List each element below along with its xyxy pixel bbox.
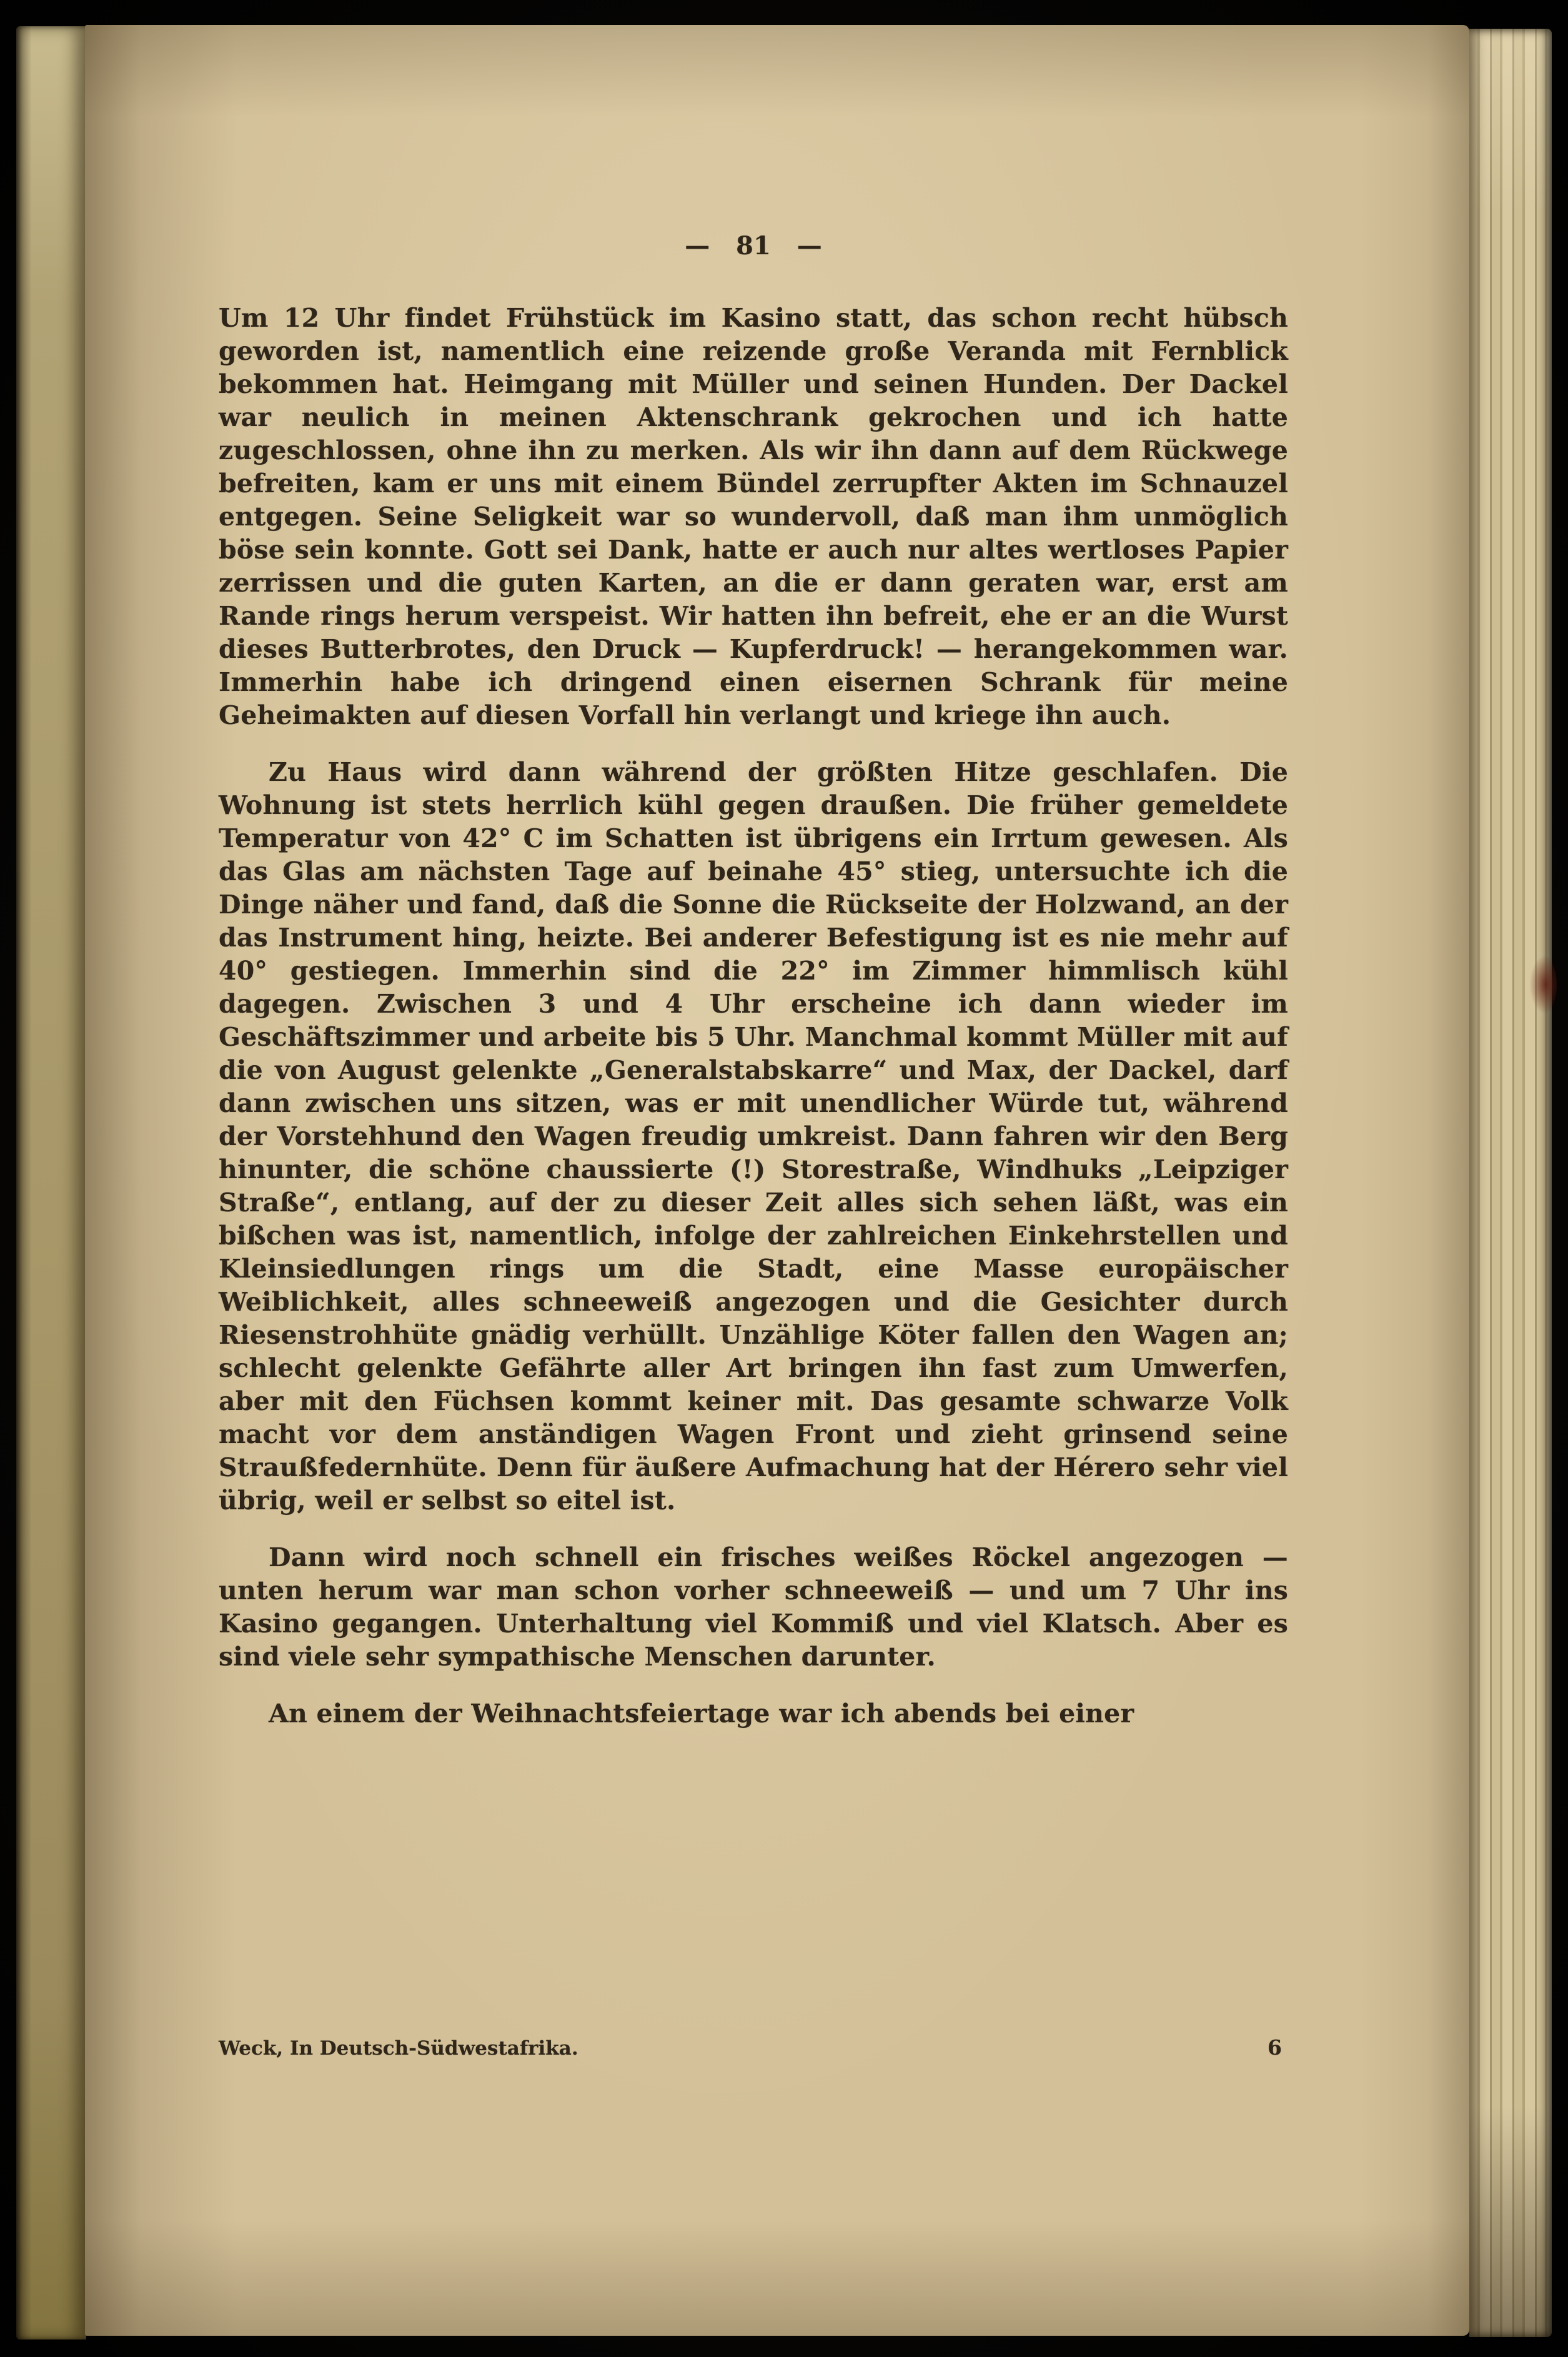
- book-page: [85, 25, 1469, 2336]
- book-cover-edge: [16, 26, 86, 2340]
- page-footer: [219, 2035, 1288, 2060]
- paragraph-4: An einem der Weihnachtsfeiertage war ich abends bei einer: [269, 1699, 1134, 1729]
- footer-signature-number: 6: [1268, 2035, 1282, 2060]
- page-number: — 81 —: [685, 231, 822, 261]
- paragraph-3: Dann wird noch schnell ein frisches weißes Röckel angezogen — unten herum war man schon vorher schneeweiß — und um 7 Uhr ins Kasino gegangen. Unterhaltung viel Kommiß und viel Klatsch. Aber es sind viele sehr sympathische Menschen darunter.: [219, 1542, 1288, 1672]
- paragraph-2: Zu Haus wird dann während der größten Hitze geschlafen. Die Wohnung ist stets herrlich kühl gegen draußen. Die früher gemeldete Temperatur von 42° C im Schatten ist übrigens ein Irrtum gewesen. Als das Glas am nächsten Tage auf beinahe 45° stieg, untersuchte ich die Dinge näher und fand, daß die Sonne die Rückseite der Holzwand, an der das Instrument hing, heizte. Bei anderer Befestigung ist es nie mehr auf 40° gestiegen. Immerhin sind die 22° im Zimmer himmlisch kühl dagegen. Zwischen 3 und 4 Uhr erscheine ich dann wieder im Geschäftszimmer und arbeite bis 5 Uhr. Manchmal kommt Müller mit auf die von August gelenkte „Generalstabskarre“ und Max, der Dackel, darf dann zwischen uns sitzen, was er mit unendlicher Würde tut, während der Vorstehhund den Wagen freudig umkreist. Dann fahren wir den Berg hinunter, die schöne chaussierte (!) Storestraße, Windhuks „Leipziger Straße“, entlang, auf der zu dieser Zeit alles sich sehen läßt, was ein bißchen was ist, namentlich, infolge der zahlreichen Einkehrstellen und Kleinsiedlungen rings um die Stadt, eine Masse europäischer Weiblichkeit, alles schneeweiß angezogen und die Gesichter durch Riesenstrohhüte gnädig verhüllt. Unzählige Köter fallen den Wagen an; schlecht gelenkte Gefährte aller Art bringen ihn fast zum Umwerfen, aber mit den Füchsen kommt keiner mit. Das gesamte schwarze Volk macht vor dem anständigen Wagen Front und zieht grinsend seine Straußfedernhüte. Denn für äußere Aufmachung hat der Hérero sehr viel übrig, weil er selbst so eitel ist.: [219, 757, 1288, 1516]
- fore-edge-stain: [1529, 955, 1557, 1015]
- page-fore-edges: [1469, 29, 1552, 2337]
- paragraph-1: Um 12 Uhr findet Frühstück im Kasino statt, das schon recht hübsch geworden ist, namentlich eine reizende große Veranda mit Fernblick bekommen hat. Heimgang mit Müller und seinen Hunden. Der Dackel war neulich in meinen Aktenschrank gekrochen und ich hatte zugeschlossen, ohne ihn zu merken. Als wir ihn dann auf dem Rückwege befreiten, kam er uns mit einem Bündel zerrupfter Akten im Schnauzel entgegen. Seine Seligkeit war so wundervoll, daß man ihm unmöglich böse sein konnte. Gott sei Dank, hatte er auch nur altes wertloses Papier zerrissen und die guten Karten, an die er dann geraten war, erst am Rande rings herum verspeist. Wir hatten ihn befreit, ehe er an die Wurst dieses Butterbrotes, den Druck — Kupferdruck! — herangekommen war. Immerhin habe ich dringend einen eisernen Schrank für meine Geheimakten auf diesen Vorfall hin verlangt und kriege ihn auch.: [219, 303, 1288, 730]
- footer-running-title: Weck, In Deutsch-Südwestafrika.: [219, 2037, 578, 2060]
- text-block: [219, 231, 1288, 1730]
